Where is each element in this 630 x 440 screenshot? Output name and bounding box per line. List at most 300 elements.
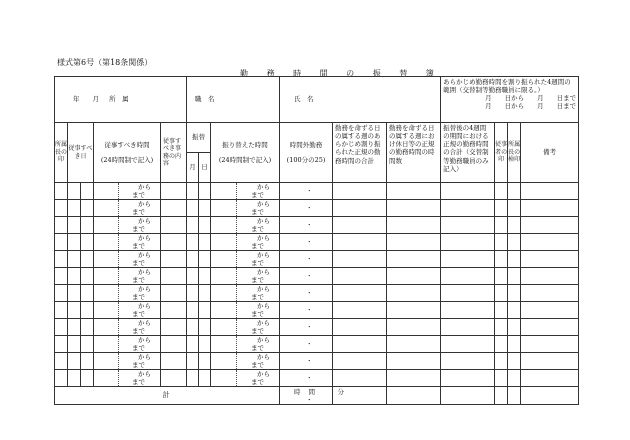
work-day-cell-a[interactable] <box>68 234 81 251</box>
from-label: から <box>138 370 151 378</box>
overtime-cell[interactable] <box>280 353 333 370</box>
remarks-cell[interactable] <box>521 302 579 319</box>
holiday-week-cell[interactable] <box>387 319 441 336</box>
from-label: から <box>138 353 151 361</box>
col-work-day-label: 従事すべき日 <box>68 145 93 160</box>
to-label: まで <box>251 190 265 199</box>
to-label: まで <box>251 292 265 301</box>
four-week-total-cell[interactable] <box>441 336 495 353</box>
work-content-cell[interactable] <box>161 353 187 370</box>
dotted-divider <box>118 302 119 318</box>
work-hours-cell[interactable] <box>94 183 161 200</box>
column-header-row <box>55 123 579 153</box>
chief-seal-cell[interactable] <box>55 285 68 302</box>
work-day-cell-a[interactable] <box>68 200 81 217</box>
four-week-total-cell[interactable] <box>441 353 495 370</box>
transfer-month-cell[interactable] <box>187 319 199 336</box>
work-hours-cell[interactable] <box>94 285 161 302</box>
overtime-cell[interactable] <box>280 217 333 234</box>
col-overtime-label: 時間外勤務 <box>289 141 323 150</box>
overtime-cell[interactable] <box>280 336 333 353</box>
from-label: から <box>138 251 151 259</box>
transfer-month-cell[interactable] <box>187 370 199 387</box>
to-label: まで <box>132 190 145 199</box>
col-holiday-week-label: 勤務を命ずる日の属する週におけ休日等の正規の勤務時間の時間数 <box>389 124 435 165</box>
from-label: から <box>257 217 271 225</box>
name-label: 氏 名 <box>294 95 314 104</box>
chief-seal-cell[interactable] <box>55 302 68 319</box>
worker-seal-cell[interactable] <box>495 200 508 217</box>
remarks-cell[interactable] <box>521 370 579 387</box>
from-label: から <box>257 302 271 310</box>
work-day-cell-b[interactable] <box>81 183 94 200</box>
worker-seal-cell[interactable] <box>495 251 508 268</box>
remarks-cell[interactable] <box>521 353 579 370</box>
remarks-cell[interactable] <box>521 285 579 302</box>
four-week-total-cell[interactable] <box>441 285 495 302</box>
col-work-hours-note: (24時間制で記入) <box>100 155 154 164</box>
work-day-cell-b[interactable] <box>81 268 94 285</box>
worker-seal-cell[interactable] <box>495 319 508 336</box>
dotted-divider <box>118 370 119 386</box>
transfer-day-cell[interactable] <box>199 353 211 370</box>
holiday-week-cell[interactable] <box>387 217 441 234</box>
col-work-content <box>161 123 187 183</box>
work-day-cell-a[interactable] <box>68 353 81 370</box>
total-remarks-cell <box>521 387 579 405</box>
worker-seal-cell[interactable] <box>495 336 508 353</box>
total-decimal-point: ・ <box>306 396 313 404</box>
from-label: から <box>138 234 151 242</box>
work-hours-cell[interactable] <box>94 217 161 234</box>
transfer-month-cell[interactable] <box>187 336 199 353</box>
work-day-cell-b[interactable] <box>81 370 94 387</box>
from-label: から <box>138 285 151 293</box>
col-weekly-total-label: 勤務を命ずる日の属する週のあらかじめ割り振られた正規の勤務時間の合計 <box>335 124 381 165</box>
transfer-day-cell[interactable] <box>199 319 211 336</box>
work-content-cell[interactable] <box>161 336 187 353</box>
overtime-cell[interactable] <box>280 183 333 200</box>
period-line-1: 月 日から 月 日まで <box>485 94 577 103</box>
chief-seal-cell[interactable] <box>55 370 68 387</box>
work-hours-cell[interactable] <box>94 353 161 370</box>
overtime-cell[interactable] <box>280 234 333 251</box>
transfer-month-cell[interactable] <box>187 183 199 200</box>
overtime-cell[interactable] <box>280 319 333 336</box>
from-label: から <box>257 200 271 208</box>
total-holiday-cell <box>387 387 441 405</box>
to-label: まで <box>132 258 145 267</box>
work-content-cell[interactable] <box>161 217 187 234</box>
chief-seal-cell[interactable] <box>55 217 68 234</box>
form-title: 勤 務 時 間 の 振 替 簿 <box>240 69 442 78</box>
chief-seal-cell[interactable] <box>55 319 68 336</box>
dotted-divider <box>118 336 119 352</box>
chief-seal-cell[interactable] <box>55 336 68 353</box>
dotted-divider <box>236 370 237 386</box>
col-transfer-label: 振替 <box>192 133 206 142</box>
worker-seal-cell[interactable] <box>495 302 508 319</box>
holiday-week-cell[interactable] <box>387 302 441 319</box>
affiliation-label: 所 属 <box>109 95 129 104</box>
transfer-month-cell[interactable] <box>187 200 199 217</box>
decimal-point: ・ <box>306 272 313 280</box>
overtime-cell[interactable] <box>280 285 333 302</box>
transferred-hours-cell[interactable] <box>211 302 280 319</box>
work-content-cell[interactable] <box>161 319 187 336</box>
weekly-total-cell[interactable] <box>333 319 387 336</box>
from-label: から <box>257 268 271 276</box>
chief-seal-cell[interactable] <box>55 268 68 285</box>
remarks-cell[interactable] <box>521 200 579 217</box>
transfer-day-cell[interactable] <box>199 302 211 319</box>
transfer-day-cell[interactable] <box>199 183 211 200</box>
transfer-day-cell[interactable] <box>199 200 211 217</box>
holiday-week-cell[interactable] <box>387 336 441 353</box>
work-day-cell-a[interactable] <box>68 302 81 319</box>
transfer-day-cell[interactable] <box>199 336 211 353</box>
weekly-total-cell[interactable] <box>333 234 387 251</box>
work-hours-cell[interactable] <box>94 319 161 336</box>
dotted-divider <box>118 268 119 284</box>
weekly-total-cell[interactable] <box>333 268 387 285</box>
weekly-total-cell[interactable] <box>333 200 387 217</box>
chief-check-cell[interactable] <box>508 183 521 200</box>
transfer-day-cell[interactable] <box>199 217 211 234</box>
chief-check-cell[interactable] <box>508 200 521 217</box>
from-label: から <box>138 217 151 225</box>
four-week-total-cell[interactable] <box>441 319 495 336</box>
decimal-point: ・ <box>306 187 313 195</box>
transferred-hours-cell[interactable] <box>211 234 280 251</box>
table-row <box>55 319 579 336</box>
work-hours-cell[interactable] <box>94 370 161 387</box>
transfer-month-cell[interactable] <box>187 217 199 234</box>
remarks-cell[interactable] <box>521 319 579 336</box>
dotted-divider <box>236 234 237 250</box>
weekly-total-cell[interactable] <box>333 183 387 200</box>
chief-check-cell[interactable] <box>508 336 521 353</box>
col-chief-seal-label: 所属長の印 <box>55 141 68 164</box>
dotted-divider <box>118 319 119 335</box>
col-work-day <box>68 123 94 183</box>
four-week-total-cell[interactable] <box>441 200 495 217</box>
work-hours-cell[interactable] <box>94 200 161 217</box>
overtime-cell[interactable] <box>280 268 333 285</box>
work-content-cell[interactable] <box>161 370 187 387</box>
work-day-cell-b[interactable] <box>81 200 94 217</box>
dotted-divider <box>236 302 237 318</box>
work-day-cell-b[interactable] <box>81 319 94 336</box>
four-week-total-cell[interactable] <box>441 302 495 319</box>
worker-seal-cell[interactable] <box>495 353 508 370</box>
from-label: から <box>257 336 271 344</box>
holiday-week-cell[interactable] <box>387 285 441 302</box>
to-label: まで <box>251 309 265 318</box>
transferred-hours-cell[interactable] <box>211 353 280 370</box>
total-label: 計 <box>162 391 172 400</box>
chief-check-cell[interactable] <box>508 234 521 251</box>
transferred-hours-cell[interactable] <box>211 370 280 387</box>
year-month-affiliation-cell <box>55 77 187 123</box>
weekly-total-cell[interactable] <box>333 353 387 370</box>
from-label: から <box>138 336 151 344</box>
table-row <box>55 234 579 251</box>
col-month <box>187 153 199 183</box>
transferred-hours-cell[interactable] <box>211 268 280 285</box>
to-label: まで <box>251 224 265 233</box>
dotted-divider <box>118 217 119 233</box>
decimal-point: ・ <box>306 357 313 365</box>
weekly-total-cell[interactable] <box>333 370 387 387</box>
worker-seal-cell[interactable] <box>495 285 508 302</box>
work-day-cell-b[interactable] <box>81 353 94 370</box>
work-hours-cell[interactable] <box>94 251 161 268</box>
to-label: まで <box>132 326 145 335</box>
to-label: まで <box>132 343 145 352</box>
chief-seal-cell[interactable] <box>55 353 68 370</box>
from-label: から <box>257 285 271 293</box>
position-label: 職 名 <box>195 95 215 104</box>
four-week-total-cell[interactable] <box>441 251 495 268</box>
dotted-divider <box>118 234 119 250</box>
dotted-divider <box>236 353 237 369</box>
holiday-week-cell[interactable] <box>387 370 441 387</box>
decimal-point: ・ <box>306 238 313 246</box>
work-day-cell-a[interactable] <box>68 217 81 234</box>
to-label: まで <box>132 377 145 386</box>
from-label: から <box>257 370 271 378</box>
from-label: から <box>257 353 271 361</box>
work-day-cell-a[interactable] <box>68 251 81 268</box>
holiday-week-cell[interactable] <box>387 234 441 251</box>
col-work-content-label: 従事すべき事務の内容 <box>163 137 182 167</box>
col-worker-seal-label: 従事者の印 <box>495 141 508 164</box>
four-week-total-cell[interactable] <box>441 183 495 200</box>
work-hours-cell[interactable] <box>94 234 161 251</box>
remarks-cell[interactable] <box>521 251 579 268</box>
weekly-total-cell[interactable] <box>333 217 387 234</box>
col-day-label: 日 <box>201 163 208 172</box>
chief-check-cell[interactable] <box>508 268 521 285</box>
work-hours-cell[interactable] <box>94 268 161 285</box>
work-content-cell[interactable] <box>161 183 187 200</box>
chief-seal-cell[interactable] <box>55 251 68 268</box>
col-holiday-week <box>387 123 441 183</box>
work-hours-cell[interactable] <box>94 302 161 319</box>
total-time-minutes: 時間 分 <box>294 388 353 396</box>
from-label: から <box>138 183 151 191</box>
col-chief-seal <box>55 123 68 183</box>
attendance-transfer-table <box>54 76 579 405</box>
col-work-hours-label: 従事すべき時間 <box>104 141 150 150</box>
period-line-2: 月 日から 月 日まで <box>485 102 577 111</box>
work-day-cell-a[interactable] <box>68 319 81 336</box>
work-day-cell-b[interactable] <box>81 251 94 268</box>
col-remarks-label: 備考 <box>543 148 557 157</box>
to-label: まで <box>132 207 145 216</box>
transferred-hours-cell[interactable] <box>211 183 280 200</box>
total-label-cell <box>55 387 280 405</box>
from-label: から <box>257 183 271 191</box>
overtime-cell[interactable] <box>280 370 333 387</box>
col-month-label: 月 <box>189 163 196 172</box>
remarks-cell[interactable] <box>521 268 579 285</box>
weekly-total-cell[interactable] <box>333 302 387 319</box>
from-label: から <box>138 200 151 208</box>
chief-check-cell[interactable] <box>508 302 521 319</box>
remarks-cell[interactable] <box>521 183 579 200</box>
dotted-divider <box>236 200 237 216</box>
work-day-cell-b[interactable] <box>81 302 94 319</box>
weekly-total-cell[interactable] <box>333 285 387 302</box>
total-overtime-cell <box>280 387 353 405</box>
work-day-cell-b[interactable] <box>81 217 94 234</box>
remarks-cell[interactable] <box>521 234 579 251</box>
transfer-month-cell[interactable] <box>187 268 199 285</box>
col-remarks <box>521 123 579 183</box>
chief-seal-cell[interactable] <box>55 234 68 251</box>
transfer-day-cell[interactable] <box>199 251 211 268</box>
four-week-total-cell[interactable] <box>441 268 495 285</box>
holiday-week-cell[interactable] <box>387 200 441 217</box>
four-week-total-cell[interactable] <box>441 217 495 234</box>
work-content-cell[interactable] <box>161 234 187 251</box>
col-work-hours <box>94 123 161 183</box>
weekly-total-cell[interactable] <box>333 251 387 268</box>
table-row <box>55 302 579 319</box>
from-label: から <box>257 319 271 327</box>
work-day-cell-a[interactable] <box>68 336 81 353</box>
work-day-cell-a[interactable] <box>68 285 81 302</box>
transfer-day-cell[interactable] <box>199 234 211 251</box>
dotted-divider <box>236 183 237 199</box>
remarks-cell[interactable] <box>521 336 579 353</box>
overtime-cell[interactable] <box>280 251 333 268</box>
chief-check-cell[interactable] <box>508 217 521 234</box>
transfer-month-cell[interactable] <box>187 353 199 370</box>
transfer-month-cell[interactable] <box>187 234 199 251</box>
table-row <box>55 217 579 234</box>
total-worker-seal-cell <box>495 387 508 405</box>
to-label: まで <box>251 343 265 352</box>
dotted-divider <box>236 319 237 335</box>
to-label: まで <box>132 275 145 284</box>
decimal-point: ・ <box>306 340 313 348</box>
table-row <box>55 251 579 268</box>
work-day-cell-a[interactable] <box>68 268 81 285</box>
dotted-divider <box>236 285 237 301</box>
holiday-week-cell[interactable] <box>387 268 441 285</box>
transfer-month-cell[interactable] <box>187 285 199 302</box>
work-hours-cell[interactable] <box>94 336 161 353</box>
dotted-divider <box>236 268 237 284</box>
overtime-cell[interactable] <box>280 302 333 319</box>
chief-seal-cell[interactable] <box>55 183 68 200</box>
transfer-day-cell[interactable] <box>199 268 211 285</box>
work-day-cell-b[interactable] <box>81 234 94 251</box>
dotted-divider <box>118 353 119 369</box>
decimal-point: ・ <box>306 221 313 229</box>
col-weekly-total <box>333 123 387 183</box>
decimal-point: ・ <box>306 323 313 331</box>
holiday-week-cell[interactable] <box>387 353 441 370</box>
work-content-cell[interactable] <box>161 268 187 285</box>
chief-check-cell[interactable] <box>508 285 521 302</box>
to-label: まで <box>251 258 265 267</box>
worker-seal-cell[interactable] <box>495 370 508 387</box>
to-label: まで <box>132 224 145 233</box>
from-label: から <box>138 302 151 310</box>
chief-seal-cell[interactable] <box>55 200 68 217</box>
total-four-week-cell <box>441 387 495 405</box>
transfer-day-cell[interactable] <box>199 285 211 302</box>
work-day-cell-a[interactable] <box>68 370 81 387</box>
total-row <box>55 387 579 405</box>
table-row <box>55 200 579 217</box>
transferred-hours-cell[interactable] <box>211 200 280 217</box>
overtime-cell[interactable] <box>280 200 333 217</box>
four-week-total-cell[interactable] <box>441 234 495 251</box>
to-label: まで <box>251 377 265 386</box>
work-day-cell-b[interactable] <box>81 336 94 353</box>
chief-check-cell[interactable] <box>508 319 521 336</box>
col-overtime <box>280 123 333 183</box>
transfer-month-cell[interactable] <box>187 302 199 319</box>
dotted-divider <box>118 285 119 301</box>
remarks-cell[interactable] <box>521 217 579 234</box>
col-four-week-total-label: 振替後の4週間の期間における正規の勤務時間の合計（交替制等勤務職員のみ記入） <box>443 124 489 173</box>
transferred-hours-cell[interactable] <box>211 319 280 336</box>
four-week-total-cell[interactable] <box>441 370 495 387</box>
to-label: まで <box>132 241 145 250</box>
to-label: まで <box>132 360 145 369</box>
holiday-week-cell[interactable] <box>387 251 441 268</box>
work-content-cell[interactable] <box>161 302 187 319</box>
col-overtime-note: (100分の25) <box>286 155 326 164</box>
holiday-week-cell[interactable] <box>387 183 441 200</box>
worker-seal-cell[interactable] <box>495 234 508 251</box>
table-row <box>55 268 579 285</box>
transferred-hours-cell[interactable] <box>211 285 280 302</box>
decimal-point: ・ <box>306 204 313 212</box>
work-day-cell-a[interactable] <box>68 183 81 200</box>
col-transferred-hours-label: 振り替えた時間 <box>222 141 268 150</box>
worker-seal-cell[interactable] <box>495 183 508 200</box>
worker-seal-cell[interactable] <box>495 268 508 285</box>
header-info-row <box>55 77 579 123</box>
transferred-hours-cell[interactable] <box>211 251 280 268</box>
work-content-cell[interactable] <box>161 251 187 268</box>
transfer-day-cell[interactable] <box>199 370 211 387</box>
work-content-cell[interactable] <box>161 285 187 302</box>
work-content-cell[interactable] <box>161 200 187 217</box>
chief-check-cell[interactable] <box>508 251 521 268</box>
transferred-hours-cell[interactable] <box>211 217 280 234</box>
chief-check-cell[interactable] <box>508 370 521 387</box>
worker-seal-cell[interactable] <box>495 217 508 234</box>
to-label: まで <box>132 292 145 301</box>
weekly-total-cell[interactable] <box>333 336 387 353</box>
work-day-cell-b[interactable] <box>81 285 94 302</box>
chief-check-cell[interactable] <box>508 353 521 370</box>
to-label: まで <box>251 241 265 250</box>
decimal-point: ・ <box>306 255 313 263</box>
name-cell <box>280 77 441 123</box>
transfer-month-cell[interactable] <box>187 251 199 268</box>
transferred-hours-cell[interactable] <box>211 336 280 353</box>
col-day <box>199 153 211 183</box>
